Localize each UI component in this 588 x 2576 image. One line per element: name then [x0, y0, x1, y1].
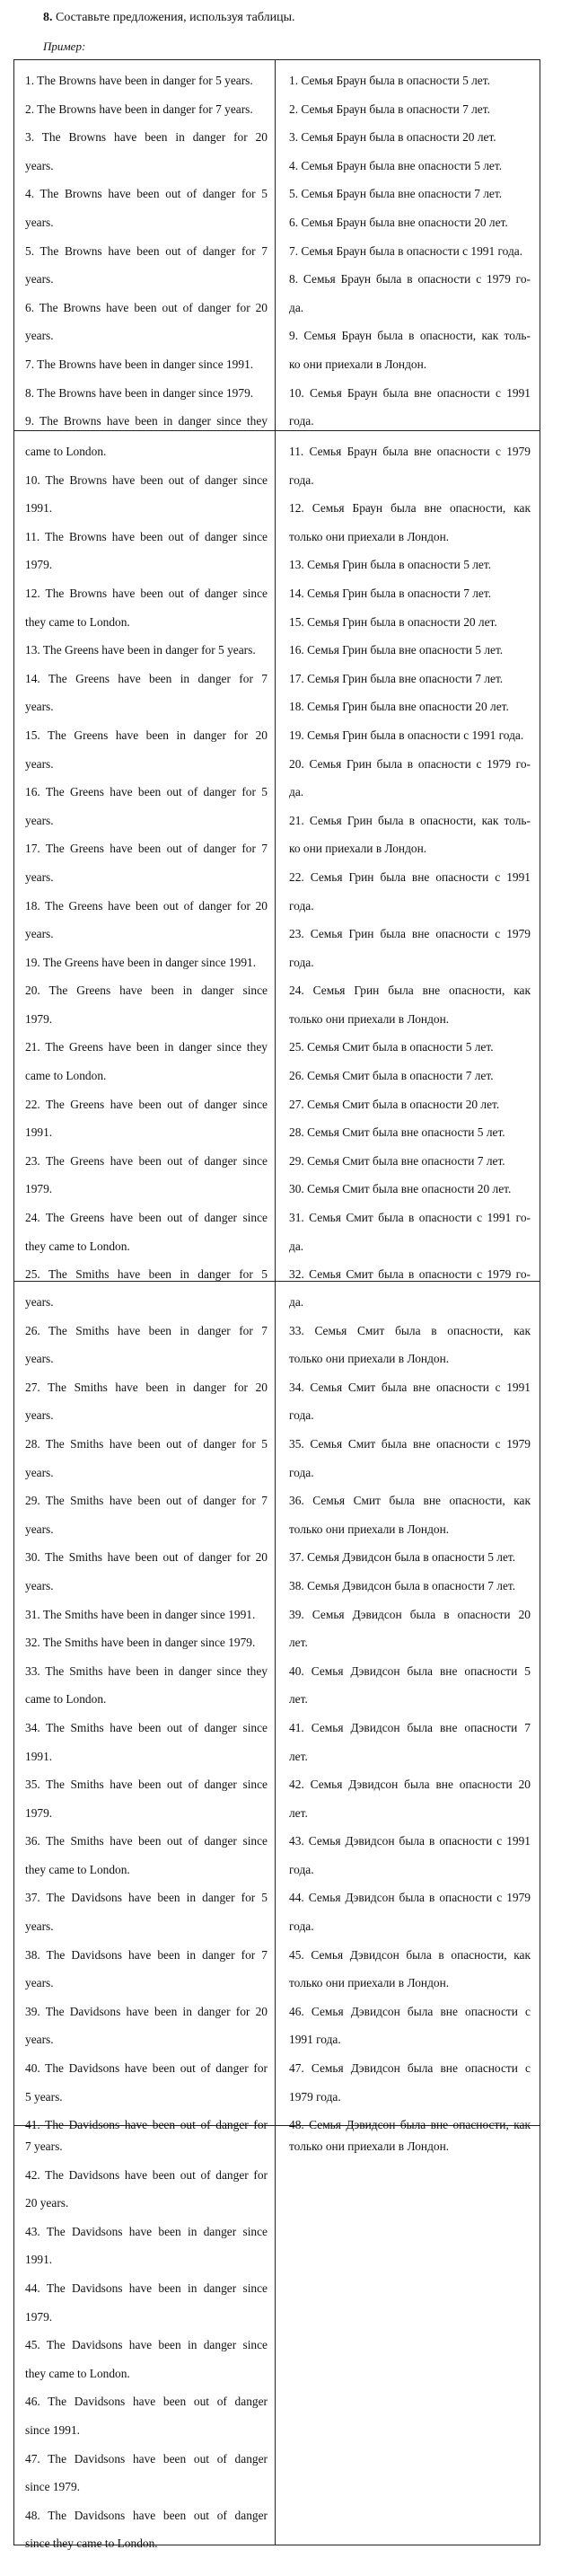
sentence-line: 15. The Greens have been in danger for 20 [25, 728, 268, 742]
sentence-line: 9. Семья Браун была в опасности, как толь- [289, 329, 531, 343]
sentence-line: years. [25, 215, 54, 229]
sentence-line: 19. Семья Грин была в опасности с 1991 года. [289, 728, 524, 742]
sentence-line: 27. Семья Смит была в опасности 20 лет. [289, 1097, 500, 1111]
sentence-line: 43. The Davidsons have been in danger since [25, 2224, 268, 2238]
sentence-line: 11. The Browns have been out of danger since [25, 529, 268, 543]
sentence-line: 11. Семья Браун была вне опасности с 1979 [289, 445, 531, 458]
exercise-heading [43, 9, 294, 27]
sentence-line: since 1991. [25, 2422, 80, 2437]
sentence-line: ко они приехали в Лондон. [289, 842, 427, 856]
sentence-line: 1. The Browns have been in danger for 5 years. [25, 74, 253, 87]
sentence-line: 47. Семья Дэвидсон была вне опасности с [289, 2061, 531, 2076]
sentence-line: 7. The Browns have been in danger since 1991. [25, 357, 254, 371]
sentence-line: 39. Семья Дэвидсон была в опасности 20 [289, 1607, 531, 1621]
sentence-line: года. [289, 1465, 314, 1479]
english-sentences-cell [13, 431, 275, 1281]
sentence-line: ко они приехали в Лондон. [289, 357, 427, 371]
sentence-line: 1. Семья Браун была в опасности 5 лет. [289, 74, 490, 87]
sentence-line: they came to London. [25, 1862, 130, 1876]
sentence-line: 31. Семья Смит была в опасности с 1991 го- [289, 1211, 531, 1225]
sentence-line: years. [25, 927, 54, 941]
sentence-line: 40. Семья Дэвидсон была вне опасности 5 [289, 1663, 531, 1678]
russian-sentences-cell [275, 1282, 540, 2132]
sentence-line: года. [289, 955, 314, 969]
russian-sentences-cell [275, 2126, 540, 2545]
sentence-line: да. [289, 300, 304, 314]
sentence-line: years. [25, 158, 54, 172]
sentence-line: 29. Семья Смит была вне опасности 7 лет. [289, 1153, 505, 1168]
sentence-line: 28. Семья Смит была вне опасности 5 лет. [289, 1125, 505, 1140]
sentence-line: года. [289, 414, 314, 428]
sentence-line: 22. The Greens have been out of danger since [25, 1097, 268, 1111]
sentence-line: 37. Семья Дэвидсон была в опасности 5 лет. [289, 1550, 516, 1565]
sentence-line: 17. Семья Грин была вне опасности 7 лет. [289, 671, 504, 685]
sentence-line: 5. The Browns have been out of danger for 7 [25, 243, 268, 258]
sentence-line: 12. Семья Браун была вне опасности, как [289, 501, 531, 516]
sentence-line: 26. Семья Смит была в опасности 7 лет. [289, 1069, 494, 1083]
sentence-line: 33. Семья Смит была в опасности, как [289, 1323, 531, 1337]
sentence-line: 20 years. [25, 2196, 69, 2210]
sentence-line: только они приехали в Лондон. [289, 1522, 450, 1536]
sentence-line: 40. The Davidsons have been out of danger for [25, 2061, 268, 2076]
russian-sentences-cell [275, 431, 540, 1281]
table-row [13, 60, 540, 431]
sentence-line: years. [25, 1465, 54, 1479]
sentence-line: 13. Семья Грин была в опасности 5 лет. [289, 558, 492, 572]
sentence-line: 7. Семья Браун была в опасности с 1991 года. [289, 243, 523, 258]
sentence-line: 31. The Smiths have been in danger since 1991. [25, 1607, 256, 1621]
english-sentences-cell [13, 60, 275, 430]
sentence-line: 13. The Greens have been in danger for 5 years. [25, 643, 256, 657]
sentence-line: 41. The Davidsons have been out of danger for [25, 2118, 268, 2132]
sentence-line: years. [25, 700, 54, 714]
sentence-line: 35. Семья Смит была вне опасности с 1979 [289, 1436, 531, 1451]
sentence-line: 34. Семья Смит была вне опасности с 1991 [289, 1380, 531, 1394]
sentence-line: years. [25, 1295, 54, 1309]
sentence-line: they came to London. [25, 2366, 130, 2380]
sentence-line: только они приехали в Лондон. [289, 2139, 450, 2153]
sentence-line: 48. The Davidsons have been out of danger [25, 2508, 268, 2522]
english-sentences-cell [13, 2126, 275, 2551]
sentence-line: 32. The Smiths have been in danger since 1979. [25, 1636, 256, 1650]
sentence-line: 1991. [25, 1125, 53, 1140]
sentence-line: years. [25, 813, 54, 827]
sentence-line: 35. The Smiths have been out of danger since [25, 1778, 268, 1792]
sentence-line: 4. The Browns have been out of danger for 5 [25, 187, 268, 201]
sentence-line: came to London. [25, 1692, 107, 1707]
sentence-line: да. [289, 785, 304, 799]
sentence-line: years. [25, 329, 54, 343]
sentence-line: лет. [289, 1749, 308, 1763]
sentence-line: года. [289, 1408, 314, 1423]
sentence-line: they came to London. [25, 1239, 130, 1253]
sentence-table [13, 59, 540, 2551]
sentence-line: 1979. [25, 1182, 53, 1196]
sentence-line: 44. Семья Дэвидсон была в опасности с 1979 [289, 1891, 531, 1905]
sentence-line: 30. Семья Смит была вне опасности 20 лет. [289, 1182, 512, 1196]
sentence-line: лет. [289, 1805, 308, 1820]
sentence-line: since 1979. [25, 2480, 80, 2494]
sentence-line: 12. The Browns have been out of danger since [25, 586, 268, 600]
sentence-line: 24. Семья Грин была вне опасности, как [289, 984, 531, 998]
sentence-line: 46. The Davidsons have been out of danger [25, 2395, 268, 2409]
sentence-line: лет. [289, 1636, 308, 1650]
sentence-line: 44. The Davidsons have been in danger since [25, 2280, 268, 2295]
sentence-line: 48. Семья Дэвидсон была вне опасности, как [289, 2118, 531, 2132]
sentence-line: года. [289, 898, 314, 913]
sentence-line: 38. The Davidsons have been in danger for 7 [25, 1947, 268, 1962]
sentence-line: 25. Семья Смит была в опасности 5 лет. [289, 1040, 494, 1054]
sentence-line: 17. The Greens have been out of danger for 7 [25, 842, 268, 856]
sentence-line: 27. The Smiths have been in danger for 20 [25, 1380, 268, 1394]
sentence-line: 36. Семья Смит была вне опасности, как [289, 1494, 531, 1508]
sentence-line: только они приехали в Лондон. [289, 1976, 450, 1990]
sentence-line: 3. Семья Браун была в опасности 20 лет. [289, 130, 496, 145]
sentence-line: 10. Семья Браун была вне опасности с 1991 [289, 385, 531, 400]
sentence-line: 23. Семья Грин была вне опасности с 1979 [289, 927, 531, 941]
sentence-line: 45. The Davidsons have been in danger since [25, 2338, 268, 2352]
sentence-line: years. [25, 2033, 54, 2047]
sentence-line: 5 years. [25, 2089, 63, 2104]
sentence-line: 10. The Browns have been out of danger since [25, 472, 268, 487]
sentence-line: 6. Семья Браун была вне опасности 20 лет. [289, 215, 508, 229]
sentence-line: 30. The Smiths have been out of danger for 20 [25, 1550, 268, 1565]
exercise-number: 8. [43, 11, 53, 24]
sentence-line: years. [25, 1408, 54, 1423]
sentence-line: 32. Семья Смит была в опасности с 1979 го- [289, 1267, 531, 1282]
sentence-line: since they came to London. [25, 2536, 158, 2551]
sentence-line: 34. The Smiths have been out of danger since [25, 1720, 268, 1734]
sentence-line: 42. The Davidsons have been out of danger for [25, 2167, 268, 2182]
sentence-line: 6. The Browns have been out of danger for 20 [25, 300, 268, 314]
sentence-line: 19. The Greens have been in danger since 1991. [25, 955, 257, 969]
sentence-line: 4. Семья Браун была вне опасности 5 лет. [289, 158, 503, 172]
sentence-line: 14. The Greens have been in danger for 7 [25, 671, 268, 685]
sentence-line: 1991. [25, 501, 53, 516]
sentence-line: years. [25, 1522, 54, 1536]
example-label: Пример: [43, 40, 86, 53]
sentence-line: years. [25, 1976, 54, 1990]
sentence-line: years. [25, 1919, 54, 1934]
sentence-line: they came to London. [25, 614, 130, 629]
sentence-line: 22. Семья Грин была вне опасности с 1991 [289, 869, 531, 884]
sentence-line: 24. The Greens have been out of danger since [25, 1211, 268, 1225]
sentence-line: 8. The Browns have been in danger since 1979. [25, 385, 254, 400]
sentence-line: 43. Семья Дэвидсон была в опасности с 1991 [289, 1834, 531, 1848]
sentence-line: 29. The Smiths have been out of danger for 7 [25, 1494, 268, 1508]
sentence-line: 1979 года. [289, 2089, 341, 2104]
table-row [13, 2126, 540, 2551]
sentence-line: только они приехали в Лондон. [289, 529, 450, 543]
sentence-line: 3. The Browns have been in danger for 20 [25, 130, 268, 145]
sentence-line: 9. The Browns have been in danger since they [25, 414, 268, 428]
sentence-line: года. [289, 472, 314, 487]
sentence-line: 38. Семья Дэвидсон была в опасности 7 лет. [289, 1578, 516, 1592]
sentence-line: 21. Семья Грин была в опасности, как толь- [289, 813, 531, 827]
sentence-line: 5. Семья Браун была вне опасности 7 лет. [289, 187, 503, 201]
sentence-line: 1979. [25, 558, 53, 572]
sentence-line: 1991. [25, 1749, 53, 1763]
sentence-line: years. [25, 272, 54, 287]
sentence-line: 25. The Smiths have been in danger for 5 [25, 1267, 268, 1282]
sentence-line: came to London. [25, 1069, 107, 1083]
sentence-line: 45. Семья Дэвидсон была в опасности, как [289, 1947, 531, 1962]
sentence-line: только они приехали в Лондон. [289, 1011, 450, 1026]
sentence-line: 1979. [25, 1805, 53, 1820]
sentence-line: да. [289, 1295, 304, 1309]
sentence-line: 47. The Davidsons have been out of danger [25, 2451, 268, 2466]
sentence-line: 18. Семья Грин была вне опасности 20 лет. [289, 700, 509, 714]
sentence-line: 33. The Smiths have been in danger since they [25, 1663, 268, 1678]
sentence-line: came to London. [25, 445, 107, 458]
sentence-line: года. [289, 1919, 314, 1934]
sentence-line: 21. The Greens have been in danger since they [25, 1040, 268, 1054]
sentence-line: 2. Семья Браун была в опасности 7 лет. [289, 101, 490, 116]
sentence-line: да. [289, 1239, 304, 1253]
sentence-line: 1979. [25, 1011, 53, 1026]
sentence-line: 15. Семья Грин была в опасности 20 лет. [289, 614, 497, 629]
russian-sentences-cell [275, 60, 540, 430]
sentence-line: 1979. [25, 2309, 53, 2324]
english-sentences-cell [13, 1282, 275, 2132]
sentence-line: 28. The Smiths have been out of danger for 5 [25, 1436, 268, 1451]
sentence-line: years. [25, 756, 54, 771]
sentence-line: 16. Семья Грин была вне опасности 5 лет. [289, 643, 504, 657]
sentence-line: years. [25, 1352, 54, 1366]
sentence-line: 8. Семья Браун была в опасности с 1979 го- [289, 272, 531, 287]
sentence-line: года. [289, 1862, 314, 1876]
sentence-line: 41. Семья Дэвидсон была вне опасности 7 [289, 1720, 531, 1734]
sentence-line: 36. The Smiths have been out of danger since [25, 1834, 268, 1848]
sentence-line: 39. The Davidsons have been in danger for 20 [25, 2004, 268, 2018]
sentence-line: 1991 года. [289, 2033, 341, 2047]
sentence-line: 1991. [25, 2253, 53, 2267]
sentence-line: лет. [289, 1692, 308, 1707]
sentence-line: years. [25, 1578, 54, 1592]
sentence-line: 14. Семья Грин была в опасности 7 лет. [289, 586, 492, 600]
exercise-instruction: Составьте предложения, используя таблицы. [56, 11, 295, 24]
sentence-line: 7 years. [25, 2139, 63, 2153]
sentence-line: 20. Семья Грин была в опасности с 1979 го- [289, 756, 531, 771]
sentence-line: years. [25, 869, 54, 884]
sentence-line: 46. Семья Дэвидсон была вне опасности с [289, 2004, 531, 2018]
table-row [13, 1282, 540, 2132]
sentence-line: 20. The Greens have been in danger since [25, 984, 268, 998]
sentence-line: 23. The Greens have been out of danger since [25, 1153, 268, 1168]
sentence-line: 42. Семья Дэвидсон была вне опасности 20 [289, 1778, 531, 1792]
sentence-line: 2. The Browns have been in danger for 7 years. [25, 101, 253, 116]
sentence-line: 26. The Smiths have been in danger for 7 [25, 1323, 268, 1337]
table-row [13, 431, 540, 1282]
sentence-line: только они приехали в Лондон. [289, 1352, 450, 1366]
sentence-line: 37. The Davidsons have been in danger for 5 [25, 1891, 268, 1905]
sentence-line: 18. The Greens have been out of danger for 20 [25, 898, 268, 913]
sentence-line: 16. The Greens have been out of danger for 5 [25, 785, 268, 799]
